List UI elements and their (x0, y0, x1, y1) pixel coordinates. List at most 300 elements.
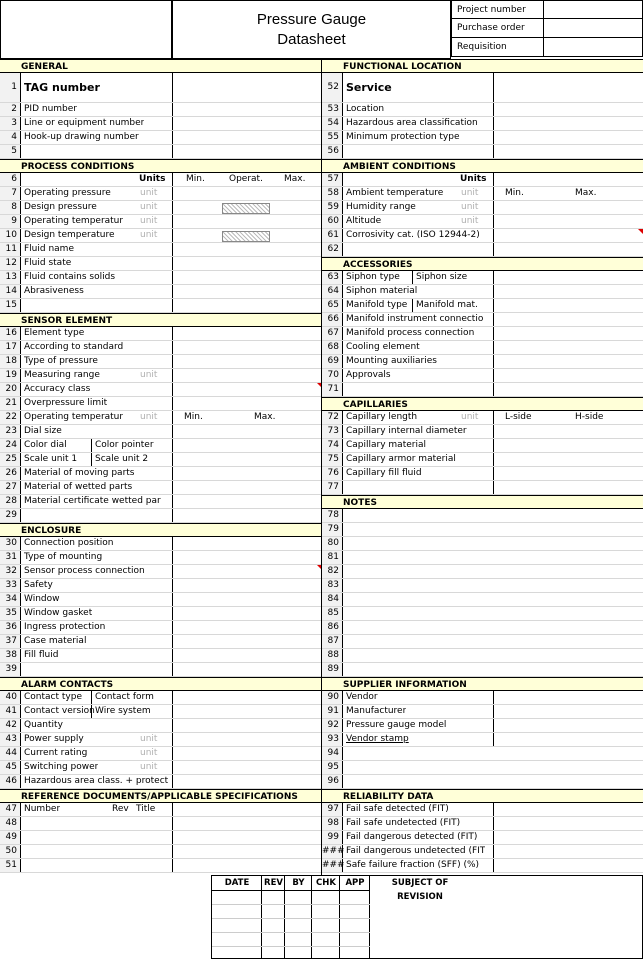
field-value[interactable] (172, 355, 323, 368)
field-value[interactable] (493, 383, 643, 396)
header-field (451, 19, 643, 38)
form-row (0, 635, 322, 649)
form-row (322, 229, 643, 243)
row-number: 33 (0, 579, 21, 592)
form-row (322, 145, 643, 159)
field-value[interactable] (493, 341, 643, 354)
form-row (0, 621, 322, 635)
row-number: 85 (322, 607, 343, 620)
row-number: 23 (0, 425, 21, 438)
row-number: 89 (322, 663, 343, 676)
field-value[interactable] (172, 187, 323, 200)
field-value[interactable] (493, 355, 643, 368)
field-value[interactable] (172, 691, 323, 704)
row-number: 18 (0, 355, 21, 368)
field-value[interactable] (172, 845, 323, 858)
field-label: Fluid state (24, 258, 72, 268)
form-row (322, 271, 643, 285)
form-row (0, 691, 322, 705)
field-value[interactable] (493, 733, 643, 746)
field-value[interactable] (493, 831, 643, 844)
field-label: Fluid name (24, 244, 74, 254)
field-value[interactable] (493, 467, 643, 480)
field-value[interactable] (493, 691, 643, 704)
field-value[interactable] (172, 775, 323, 788)
field-value[interactable] (493, 313, 643, 326)
row-number: 90 (322, 691, 343, 704)
field-label: Capillary internal diameter (346, 426, 467, 436)
row-number: 40 (0, 691, 21, 704)
form-row (322, 593, 643, 607)
field-value[interactable] (172, 215, 323, 228)
revision-header: CHK (316, 878, 336, 888)
field-label: Fill fluid (24, 650, 59, 660)
field-value[interactable] (172, 621, 323, 634)
minmax-label: Min. (184, 412, 203, 422)
field-label: Material of moving parts (24, 468, 135, 478)
section-header: SUPPLIER INFORMATION (322, 677, 643, 691)
field-value[interactable] (493, 481, 643, 494)
field-label: Corrosivity cat. (ISO 12944-2) (346, 230, 480, 240)
field-value[interactable] (172, 831, 323, 844)
field-label: Quantity (24, 720, 63, 730)
row-number: 42 (0, 719, 21, 732)
row-number: 59 (322, 201, 343, 214)
field-label-2: Siphon size (416, 272, 468, 282)
field-label: Pressure gauge model (346, 720, 447, 730)
field-value[interactable] (172, 439, 323, 452)
field-label: Manufacturer (346, 706, 407, 716)
field-label: Operating temperatur (24, 216, 124, 226)
field-value[interactable] (172, 593, 323, 606)
row-number: 82 (322, 565, 343, 578)
field-value[interactable] (493, 719, 643, 732)
form-row (322, 425, 643, 439)
field-label: Power supply (24, 734, 84, 744)
field-label: Current rating (24, 748, 88, 758)
ref-rev-header: Rev (112, 804, 129, 814)
field-label: Design pressure (24, 202, 97, 212)
field-value[interactable] (172, 719, 323, 732)
field-label: Case material (24, 636, 87, 646)
field-value[interactable] (172, 285, 323, 298)
field-value[interactable] (172, 369, 323, 382)
field-value[interactable] (172, 551, 323, 564)
field-label: Fail safe undetected (FIT) (346, 818, 461, 828)
row-number: 51 (0, 859, 21, 872)
field-value[interactable] (172, 817, 323, 830)
header-field-value[interactable] (544, 38, 642, 56)
field-value[interactable] (493, 439, 643, 452)
field-value[interactable] (493, 803, 643, 816)
form-row (0, 411, 322, 425)
field-value[interactable] (493, 705, 643, 718)
form-row (0, 747, 322, 761)
form-row (0, 733, 322, 747)
minmax-label: Max. (575, 188, 597, 198)
unit-placeholder: unit (140, 762, 158, 772)
field-value[interactable] (493, 131, 643, 144)
field-value[interactable] (493, 425, 643, 438)
field-value[interactable] (493, 201, 643, 214)
field-label: Fluid contains solids (24, 272, 116, 282)
row-number: 44 (0, 747, 21, 760)
field-label: Contact version (24, 706, 95, 716)
field-value[interactable] (172, 803, 323, 816)
unit-placeholder: unit (461, 188, 479, 198)
form-row (0, 649, 322, 663)
row-number: 46 (0, 775, 21, 788)
row-number: 31 (0, 551, 21, 564)
field-label: Material of wetted parts (24, 482, 133, 492)
form-row (322, 635, 643, 649)
row-number: 79 (322, 523, 343, 536)
form-row (322, 621, 643, 635)
row-number: 3 (0, 117, 21, 130)
field-value[interactable] (493, 117, 643, 130)
form-row (0, 481, 322, 495)
form-row (0, 509, 322, 523)
field-label: Ambient temperature (346, 188, 444, 198)
revision-row-line (212, 932, 370, 933)
field-value[interactable] (172, 271, 323, 284)
field-value[interactable] (493, 327, 643, 340)
form-row (322, 383, 643, 397)
column-header: Max. (284, 174, 306, 184)
field-value[interactable] (172, 579, 323, 592)
section-header: AMBIENT CONDITIONS (322, 159, 643, 173)
row-number: 14 (0, 285, 21, 298)
unit-placeholder: unit (140, 734, 158, 744)
form-row (322, 747, 643, 761)
field-value[interactable] (493, 173, 643, 186)
field-label: Design temperature (24, 230, 115, 240)
field-value[interactable] (172, 117, 323, 130)
field-label-2: Contact form (95, 692, 154, 702)
revision-header: APP (345, 878, 365, 888)
row-number: 97 (322, 803, 343, 816)
form-row (0, 187, 322, 201)
form-row (0, 117, 322, 131)
field-label: Capillary fill fluid (346, 468, 422, 478)
row-number: 95 (322, 761, 343, 774)
form-row (0, 565, 322, 579)
field-label: Type of mounting (24, 552, 103, 562)
field-value[interactable] (172, 649, 323, 662)
field-value[interactable] (493, 817, 643, 830)
row-number: 71 (322, 383, 343, 396)
row-number: 15 (0, 299, 21, 312)
field-value[interactable] (493, 285, 643, 298)
form-row (0, 271, 322, 285)
field-value[interactable] (172, 145, 323, 158)
row-number: 34 (0, 593, 21, 606)
field-value[interactable] (493, 845, 643, 858)
field-value[interactable] (172, 341, 323, 354)
field-label: Capillary armor material (346, 454, 456, 464)
header-field (451, 38, 643, 57)
field-label: Operating temperatur (24, 412, 124, 422)
field-value[interactable] (172, 103, 323, 116)
field-label: Safety (24, 580, 53, 590)
field-value[interactable] (493, 229, 643, 242)
form-row (322, 313, 643, 327)
row-number: 26 (0, 467, 21, 480)
form-row (322, 607, 643, 621)
row-number: 9 (0, 215, 21, 228)
row-number: 27 (0, 481, 21, 494)
row-number: 47 (0, 803, 21, 816)
row-number: 64 (322, 285, 343, 298)
field-value[interactable] (172, 733, 323, 746)
field-value[interactable] (172, 635, 323, 648)
unit-placeholder: unit (140, 230, 158, 240)
revision-row-line (212, 946, 370, 947)
row-number: 70 (322, 369, 343, 382)
header-field-label: Project number (452, 1, 544, 18)
form-row (322, 411, 643, 425)
row-number: 21 (0, 397, 21, 410)
column-header: Units (460, 174, 487, 184)
form-row (0, 439, 322, 453)
row-number: 57 (322, 173, 343, 186)
form-row (0, 803, 322, 817)
form-row (322, 341, 643, 355)
row-number: 66 (322, 313, 343, 326)
field-value[interactable] (172, 495, 323, 508)
field-value[interactable] (172, 243, 323, 256)
section-header: ENCLOSURE (0, 523, 322, 537)
form-row (0, 719, 322, 733)
form-row (0, 593, 322, 607)
row-number: 43 (0, 733, 21, 746)
row-number: 41 (0, 705, 21, 718)
field-value[interactable] (172, 509, 323, 522)
revision-header: BY (292, 878, 305, 888)
row-number: 86 (322, 621, 343, 634)
field-label-2: Scale unit 2 (95, 454, 149, 464)
section-header: ALARM CONTACTS (0, 677, 322, 691)
row-number: 77 (322, 481, 343, 494)
field-value[interactable] (493, 243, 643, 256)
form-row (0, 299, 322, 313)
hatched-cell (222, 203, 270, 214)
row-number: 96 (322, 775, 343, 788)
field-value[interactable] (172, 607, 323, 620)
section-header: GENERAL (0, 59, 322, 73)
row-number: 52 (322, 73, 343, 102)
form-row (322, 663, 643, 677)
field-label: Location (346, 104, 385, 114)
field-label: Ingress protection (24, 622, 106, 632)
field-label: Operating pressure (24, 188, 111, 198)
form-row (322, 453, 643, 467)
field-label: Material certificate wetted par (24, 496, 161, 506)
form-row (322, 299, 643, 313)
field-value[interactable] (493, 73, 643, 102)
form-row (0, 327, 322, 341)
form-row (322, 481, 643, 495)
section-header: CAPILLARIES (322, 397, 643, 411)
field-label: Window (24, 594, 60, 604)
field-label: Approvals (346, 370, 391, 380)
field-value[interactable] (172, 467, 323, 480)
field-value[interactable] (493, 453, 643, 466)
field-value[interactable] (172, 453, 323, 466)
field-label: Switching power (24, 762, 99, 772)
form-row (322, 733, 643, 747)
field-value[interactable] (172, 705, 323, 718)
form-row (322, 537, 643, 551)
field-value[interactable] (172, 481, 323, 494)
row-number: 54 (322, 117, 343, 130)
field-label: Manifold process connection (346, 328, 475, 338)
row-number: 92 (322, 719, 343, 732)
row-number: 20 (0, 383, 21, 396)
row-number: 81 (322, 551, 343, 564)
form-row (322, 831, 643, 845)
form-row (322, 803, 643, 817)
field-value[interactable] (493, 145, 643, 158)
row-number: 50 (0, 845, 21, 858)
form-row (322, 201, 643, 215)
field-value[interactable] (172, 73, 323, 102)
field-value[interactable] (172, 747, 323, 760)
row-number: 58 (322, 187, 343, 200)
revision-row-line (212, 890, 370, 891)
form-row (322, 817, 643, 831)
field-label: Cooling element (346, 342, 420, 352)
field-label: TAG number (24, 81, 100, 94)
header-field-value[interactable] (544, 19, 642, 37)
row-number: 88 (322, 649, 343, 662)
form-row (0, 341, 322, 355)
field-label: Capillary length (346, 412, 418, 422)
column-header: Units (139, 174, 166, 184)
form-row (0, 285, 322, 299)
field-value[interactable] (493, 299, 643, 312)
header-field-label: Purchase order (452, 19, 544, 37)
unit-placeholder: unit (140, 216, 158, 226)
field-value[interactable] (493, 859, 643, 872)
form-row (322, 761, 643, 775)
row-number: 36 (0, 621, 21, 634)
field-value[interactable] (172, 383, 323, 396)
field-label: Capillary material (346, 440, 426, 450)
field-label: Window gasket (24, 608, 93, 618)
field-label: Measuring range (24, 370, 100, 380)
field-label: Vendor stamp (346, 734, 409, 744)
row-number: 68 (322, 341, 343, 354)
row-number: 49 (0, 831, 21, 844)
page-title (172, 0, 451, 59)
field-value[interactable] (172, 327, 323, 340)
field-label: Number (24, 804, 61, 814)
row-number: 8 (0, 201, 21, 214)
form-row (322, 369, 643, 383)
field-value[interactable] (493, 215, 643, 228)
field-value[interactable] (493, 103, 643, 116)
field-label: Siphon type (346, 272, 400, 282)
section-header: NOTES (322, 495, 643, 509)
field-label-2: Color pointer (95, 440, 154, 450)
form-row (322, 845, 643, 859)
row-number: 10 (0, 229, 21, 242)
form-row (322, 285, 643, 299)
form-row (0, 607, 322, 621)
row-number: 12 (0, 257, 21, 270)
form-row (0, 173, 322, 187)
field-label: PID number (24, 104, 77, 114)
field-label: Abrasiveness (24, 286, 84, 296)
row-number: 11 (0, 243, 21, 256)
form-row (322, 355, 643, 369)
field-value[interactable] (172, 397, 323, 410)
field-value[interactable] (172, 299, 323, 312)
hatched-cell (222, 231, 270, 242)
row-number: 28 (0, 495, 21, 508)
field-value[interactable] (493, 271, 643, 284)
row-number: 53 (322, 103, 343, 116)
row-number: 55 (322, 131, 343, 144)
field-value[interactable] (172, 425, 323, 438)
ref-title-header: Title (136, 804, 156, 814)
field-value[interactable] (172, 537, 323, 550)
divider (412, 271, 413, 284)
center-divider (321, 59, 322, 876)
section-header: PROCESS CONDITIONS (0, 159, 322, 173)
row-number: 17 (0, 341, 21, 354)
field-label: Color dial (24, 440, 67, 450)
field-label: Line or equipment number (24, 118, 145, 128)
field-value[interactable] (172, 257, 323, 270)
row-number: 75 (322, 453, 343, 466)
section-header: RELIABILITY DATA (322, 789, 643, 803)
column-header: Min. (186, 174, 205, 184)
revision-header: SUBJECT OF REVISION (391, 878, 449, 902)
form-row (0, 705, 322, 719)
field-value[interactable] (493, 369, 643, 382)
field-value[interactable] (172, 131, 323, 144)
form-row (0, 831, 322, 845)
field-value[interactable] (172, 565, 323, 578)
row-number: 22 (0, 411, 21, 424)
field-label: Altitude (346, 216, 382, 226)
field-label: Minimum protection type (346, 132, 460, 142)
row-number: 35 (0, 607, 21, 620)
revision-header: REV (264, 878, 283, 888)
field-value[interactable] (172, 859, 323, 872)
form-row (0, 453, 322, 467)
form-row (0, 229, 322, 243)
row-number: 69 (322, 355, 343, 368)
form-row (0, 551, 322, 565)
row-number: 38 (0, 649, 21, 662)
field-value[interactable] (172, 761, 323, 774)
form-row (0, 397, 322, 411)
field-label: Humidity range (346, 202, 416, 212)
divider (91, 453, 92, 466)
form-row (322, 103, 643, 117)
divider (91, 439, 92, 452)
row-number: 87 (322, 635, 343, 648)
field-label: Scale unit 1 (24, 454, 78, 464)
header-field-value[interactable] (544, 1, 642, 18)
form-row (0, 817, 322, 831)
field-value[interactable] (172, 663, 323, 676)
row-number: 94 (322, 747, 343, 760)
row-number: 63 (322, 271, 343, 284)
